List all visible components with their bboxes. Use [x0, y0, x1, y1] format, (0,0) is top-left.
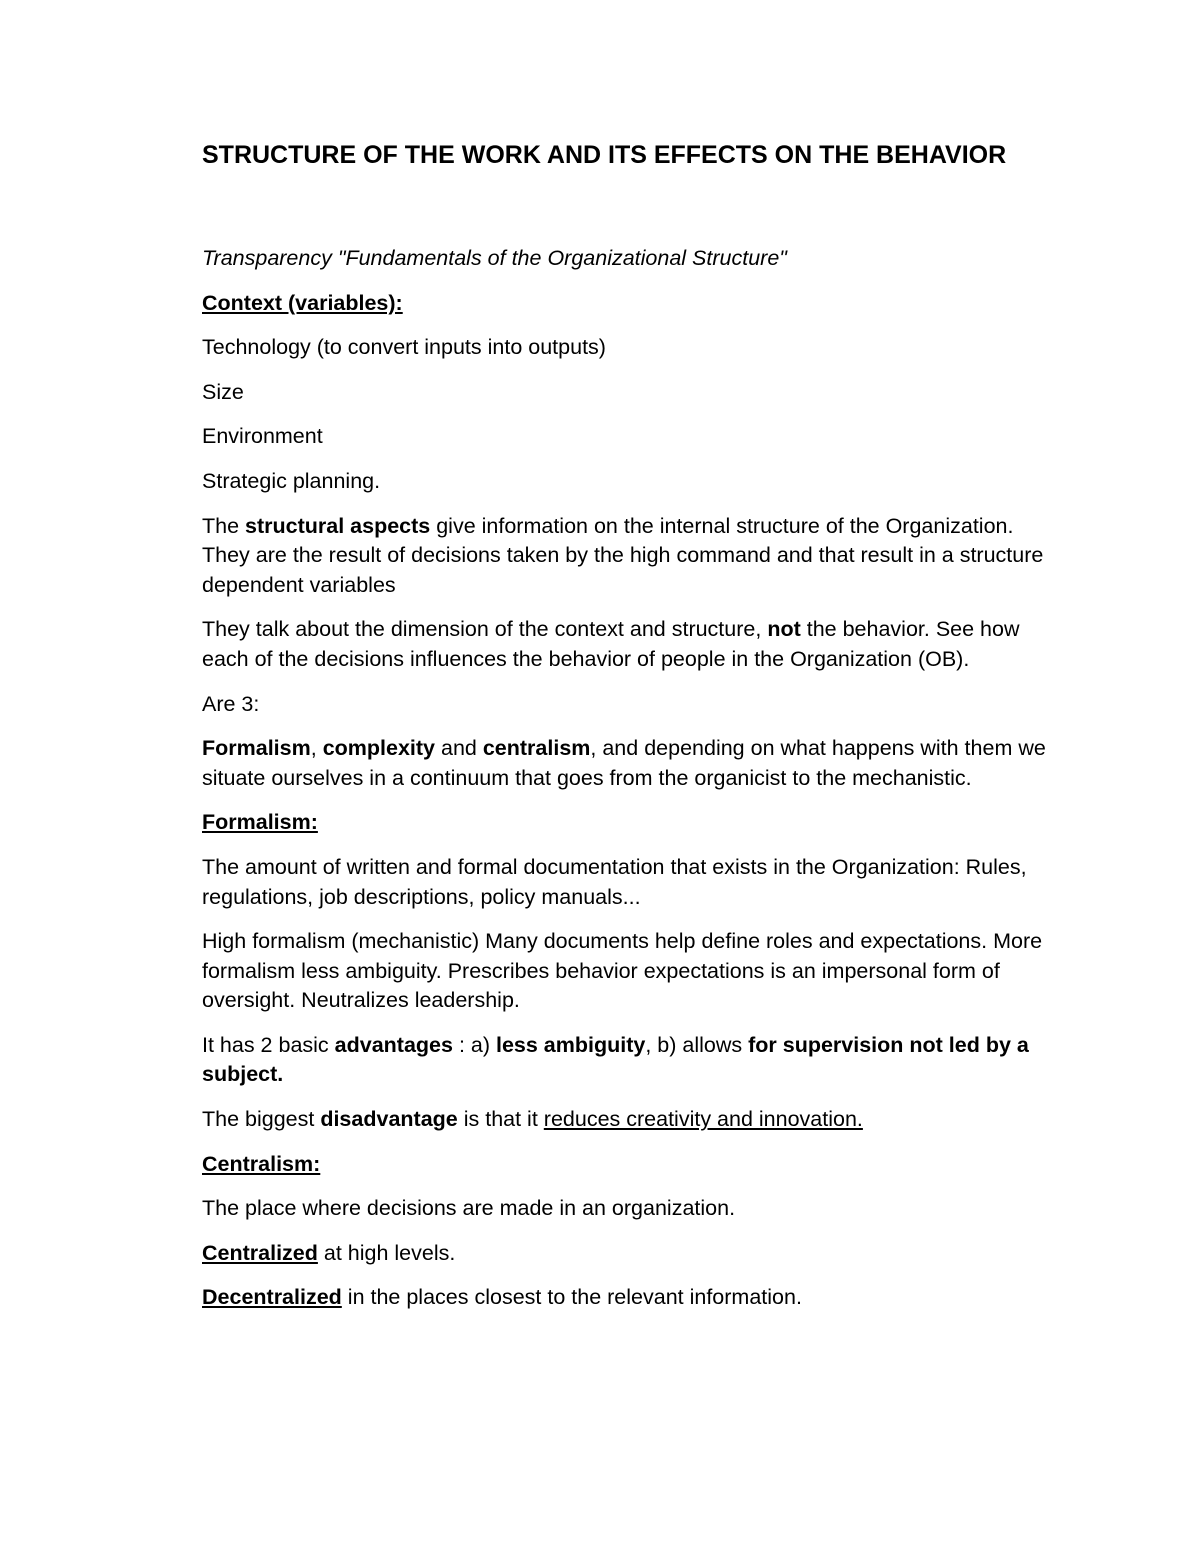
disadvantage-underlined: reduces creativity and innovation. — [543, 1107, 863, 1132]
advantages-mid2: , b) allows — [645, 1032, 749, 1057]
context-item-technology: Technology (to convert inputs into outputs) — [202, 335, 606, 360]
dimension-bold: not — [767, 617, 801, 642]
three-sep1: , — [310, 736, 323, 761]
structural-bold: structural aspects — [245, 513, 431, 538]
three-and: and — [435, 736, 483, 761]
structural-paragraph — [202, 512, 1062, 601]
dimension-paragraph — [202, 615, 1062, 674]
document-page — [202, 138, 1062, 1328]
less-ambiguity-bold: less ambiguity — [495, 1032, 646, 1057]
advantages-mid1: : a) — [452, 1032, 496, 1057]
context-heading-text: Context (variables): — [202, 290, 403, 315]
dimension-post: the behavior. See how each of the decisions influences the behavior of people in the Organization (OB). — [202, 617, 1020, 671]
decentralized-line — [202, 1283, 1062, 1313]
are-three-line: Are 3: — [202, 691, 260, 716]
advantages-bold: advantages — [334, 1032, 453, 1057]
disadvantage-paragraph — [202, 1105, 1062, 1135]
supervision-bold: for supervision not led by a subject. — [202, 1032, 1029, 1087]
decentralized-post: in the places closest to the relevant information. — [341, 1285, 802, 1310]
formalism-heading — [202, 808, 1062, 838]
centralism-bold: centralism — [482, 736, 591, 761]
context-heading — [202, 289, 1062, 319]
complexity-bold: complexity — [322, 736, 436, 761]
structural-post: give information on the internal structure of the Organization. They are the result of decisions taken by the high command and that result in a structure dependent variables — [202, 513, 1044, 597]
high-formalism-paragraph: High formalism (mechanistic) Many documents help define roles and expectations. More formalism less ambiguity. Prescribes behavior expectations is an impersonal form of oversight. Neutralizes leadership. — [202, 929, 1043, 1013]
disadvantage-bold: disadvantage — [320, 1107, 458, 1132]
advantages-pre: It has 2 basic — [202, 1032, 335, 1057]
centralism-heading-text: Centralism: — [202, 1151, 321, 1176]
context-item-strategic-planning: Strategic planning. — [202, 468, 381, 493]
formalism-bold: Formalism — [202, 736, 311, 761]
context-item-size: Size — [202, 379, 244, 404]
three-post: , and depending on what happens with them we situate ourselves in a continuum that goes from the organicist to the mechanistic. — [202, 736, 1046, 790]
centralized-line — [202, 1239, 1062, 1269]
structural-pre: The — [202, 513, 246, 538]
disadvantage-pre: The biggest — [202, 1107, 321, 1132]
decentralized-label: Decentralized — [202, 1285, 342, 1310]
context-item-environment: Environment — [202, 424, 323, 449]
disadvantage-mid: is that it — [457, 1107, 544, 1132]
three-dimensions-paragraph — [202, 734, 1062, 793]
advantages-paragraph — [202, 1031, 1062, 1090]
formalism-heading-text: Formalism: — [202, 810, 318, 835]
dimension-pre: They talk about the dimension of the context and structure, — [202, 617, 768, 642]
formalism-definition: The amount of written and formal documentation that exists in the Organization: Rules, regulations, job descriptions, policy manuals... — [202, 854, 1027, 909]
page-title: STRUCTURE OF THE WORK AND ITS EFFECTS ON THE BEHAVIOR — [202, 141, 1007, 169]
centralized-post: at high levels. — [317, 1240, 456, 1265]
centralized-label: Centralized — [202, 1240, 318, 1265]
transparency-line: Transparency "Fundamentals of the Organizational Structure" — [202, 246, 787, 270]
centralism-definition: The place where decisions are made in an organization. — [202, 1196, 736, 1221]
centralism-heading — [202, 1150, 1062, 1180]
